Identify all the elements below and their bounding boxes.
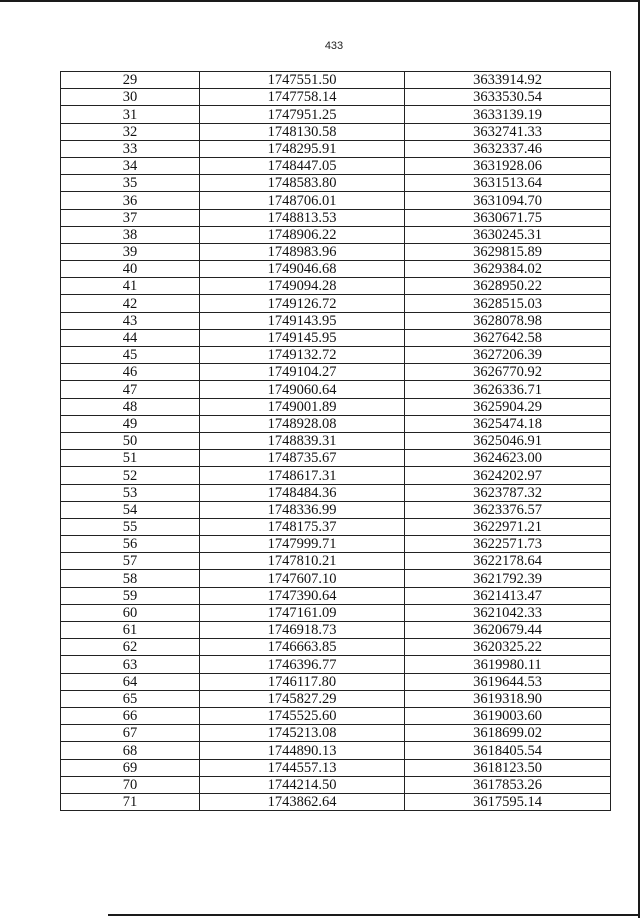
y-coordinate-cell: 3633914.92 <box>405 72 611 89</box>
table-row <box>61 89 611 106</box>
y-coordinate-cell: 3628078.98 <box>405 312 611 329</box>
table-row <box>61 759 611 776</box>
x-coordinate-cell: 1749060.64 <box>200 381 405 398</box>
y-coordinate-cell: 3621792.39 <box>405 570 611 587</box>
x-coordinate-cell: 1747999.71 <box>200 536 405 553</box>
point-number-cell: 59 <box>61 587 200 604</box>
point-number-cell: 67 <box>61 725 200 742</box>
table-row <box>61 450 611 467</box>
table-row <box>61 123 611 140</box>
table-row <box>61 793 611 810</box>
y-coordinate-cell: 3622178.64 <box>405 553 611 570</box>
x-coordinate-cell: 1745827.29 <box>200 690 405 707</box>
table-row <box>61 639 611 656</box>
table-row <box>61 312 611 329</box>
table-row <box>61 329 611 346</box>
x-coordinate-cell: 1747161.09 <box>200 604 405 621</box>
point-number-cell: 34 <box>61 157 200 174</box>
y-coordinate-cell: 3630245.31 <box>405 226 611 243</box>
point-number-cell: 44 <box>61 329 200 346</box>
table-row <box>61 707 611 724</box>
y-coordinate-cell: 3620679.44 <box>405 622 611 639</box>
table-row <box>61 690 611 707</box>
table-row <box>61 467 611 484</box>
table-row <box>61 432 611 449</box>
point-number-cell: 56 <box>61 536 200 553</box>
table-row <box>61 587 611 604</box>
y-coordinate-cell: 3619003.60 <box>405 707 611 724</box>
point-number-cell: 65 <box>61 690 200 707</box>
table-row <box>61 518 611 535</box>
table-row <box>61 243 611 260</box>
y-coordinate-cell: 3622971.21 <box>405 518 611 535</box>
scan-border-top <box>0 0 640 2</box>
table-row <box>61 226 611 243</box>
point-number-cell: 58 <box>61 570 200 587</box>
table-row <box>61 209 611 226</box>
table-row <box>61 140 611 157</box>
point-number-cell: 41 <box>61 278 200 295</box>
x-coordinate-cell: 1748336.99 <box>200 501 405 518</box>
point-number-cell: 40 <box>61 261 200 278</box>
x-coordinate-cell: 1748484.36 <box>200 484 405 501</box>
y-coordinate-cell: 3631513.64 <box>405 175 611 192</box>
x-coordinate-cell: 1749145.95 <box>200 329 405 346</box>
x-coordinate-cell: 1745525.60 <box>200 707 405 724</box>
x-coordinate-cell: 1748175.37 <box>200 518 405 535</box>
y-coordinate-cell: 3629384.02 <box>405 261 611 278</box>
table-row <box>61 278 611 295</box>
x-coordinate-cell: 1748983.96 <box>200 243 405 260</box>
y-coordinate-cell: 3630671.75 <box>405 209 611 226</box>
table-row <box>61 622 611 639</box>
point-number-cell: 53 <box>61 484 200 501</box>
y-coordinate-cell: 3624623.00 <box>405 450 611 467</box>
point-number-cell: 52 <box>61 467 200 484</box>
y-coordinate-cell: 3627206.39 <box>405 347 611 364</box>
point-number-cell: 30 <box>61 89 200 106</box>
point-number-cell: 48 <box>61 398 200 415</box>
point-number-cell: 61 <box>61 622 200 639</box>
x-coordinate-cell: 1748928.08 <box>200 415 405 432</box>
x-coordinate-cell: 1749001.89 <box>200 398 405 415</box>
x-coordinate-cell: 1749132.72 <box>200 347 405 364</box>
y-coordinate-cell: 3617595.14 <box>405 793 611 810</box>
x-coordinate-cell: 1746396.77 <box>200 656 405 673</box>
table-row <box>61 725 611 742</box>
y-coordinate-cell: 3618699.02 <box>405 725 611 742</box>
x-coordinate-cell: 1749104.27 <box>200 364 405 381</box>
x-coordinate-cell: 1748617.31 <box>200 467 405 484</box>
x-coordinate-cell: 1748295.91 <box>200 140 405 157</box>
point-number-cell: 70 <box>61 776 200 793</box>
x-coordinate-cell: 1749046.68 <box>200 261 405 278</box>
y-coordinate-cell: 3624202.97 <box>405 467 611 484</box>
table-row <box>61 364 611 381</box>
y-coordinate-cell: 3626770.92 <box>405 364 611 381</box>
table-row <box>61 415 611 432</box>
scan-border-bottom <box>108 914 640 916</box>
x-coordinate-cell: 1747758.14 <box>200 89 405 106</box>
table-row <box>61 501 611 518</box>
point-number-cell: 42 <box>61 295 200 312</box>
table-row <box>61 553 611 570</box>
y-coordinate-cell: 3619644.53 <box>405 673 611 690</box>
x-coordinate-cell: 1744890.13 <box>200 742 405 759</box>
table-row <box>61 347 611 364</box>
point-number-cell: 54 <box>61 501 200 518</box>
x-coordinate-cell: 1745213.08 <box>200 725 405 742</box>
point-number-cell: 32 <box>61 123 200 140</box>
x-coordinate-cell: 1747607.10 <box>200 570 405 587</box>
page-number: 433 <box>324 40 344 52</box>
x-coordinate-cell: 1744214.50 <box>200 776 405 793</box>
point-number-cell: 38 <box>61 226 200 243</box>
y-coordinate-cell: 3621413.47 <box>405 587 611 604</box>
table-row <box>61 570 611 587</box>
y-coordinate-cell: 3633530.54 <box>405 89 611 106</box>
point-number-cell: 71 <box>61 793 200 810</box>
x-coordinate-cell: 1746663.85 <box>200 639 405 656</box>
point-number-cell: 60 <box>61 604 200 621</box>
y-coordinate-cell: 3628515.03 <box>405 295 611 312</box>
x-coordinate-cell: 1748735.67 <box>200 450 405 467</box>
point-number-cell: 45 <box>61 347 200 364</box>
x-coordinate-cell: 1744557.13 <box>200 759 405 776</box>
table-row <box>61 72 611 89</box>
point-number-cell: 68 <box>61 742 200 759</box>
point-number-cell: 62 <box>61 639 200 656</box>
x-coordinate-cell: 1747390.64 <box>200 587 405 604</box>
table-row <box>61 742 611 759</box>
x-coordinate-cell: 1747551.50 <box>200 72 405 89</box>
table-row <box>61 536 611 553</box>
y-coordinate-cell: 3617853.26 <box>405 776 611 793</box>
table-row <box>61 106 611 123</box>
point-number-cell: 33 <box>61 140 200 157</box>
x-coordinate-cell: 1748813.53 <box>200 209 405 226</box>
y-coordinate-cell: 3627642.58 <box>405 329 611 346</box>
x-coordinate-cell: 1748839.31 <box>200 432 405 449</box>
point-number-cell: 43 <box>61 312 200 329</box>
point-number-cell: 35 <box>61 175 200 192</box>
x-coordinate-cell: 1746117.80 <box>200 673 405 690</box>
table-row <box>61 656 611 673</box>
point-number-cell: 39 <box>61 243 200 260</box>
y-coordinate-cell: 3628950.22 <box>405 278 611 295</box>
table-row <box>61 673 611 690</box>
point-number-cell: 36 <box>61 192 200 209</box>
point-number-cell: 37 <box>61 209 200 226</box>
x-coordinate-cell: 1748583.80 <box>200 175 405 192</box>
x-coordinate-cell: 1748906.22 <box>200 226 405 243</box>
table-row <box>61 776 611 793</box>
point-number-cell: 55 <box>61 518 200 535</box>
table-row <box>61 604 611 621</box>
table-row <box>61 261 611 278</box>
y-coordinate-cell: 3619318.90 <box>405 690 611 707</box>
y-coordinate-cell: 3621042.33 <box>405 604 611 621</box>
table-row <box>61 192 611 209</box>
x-coordinate-cell: 1747951.25 <box>200 106 405 123</box>
y-coordinate-cell: 3622571.73 <box>405 536 611 553</box>
y-coordinate-cell: 3625046.91 <box>405 432 611 449</box>
point-number-cell: 50 <box>61 432 200 449</box>
x-coordinate-cell: 1747810.21 <box>200 553 405 570</box>
x-coordinate-cell: 1748706.01 <box>200 192 405 209</box>
y-coordinate-cell: 3618405.54 <box>405 742 611 759</box>
x-coordinate-cell: 1749143.95 <box>200 312 405 329</box>
y-coordinate-cell: 3632741.33 <box>405 123 611 140</box>
coordinates-table-body <box>61 72 611 811</box>
x-coordinate-cell: 1746918.73 <box>200 622 405 639</box>
point-number-cell: 57 <box>61 553 200 570</box>
x-coordinate-cell: 1749094.28 <box>200 278 405 295</box>
table-row <box>61 398 611 415</box>
point-number-cell: 47 <box>61 381 200 398</box>
table-row <box>61 381 611 398</box>
point-number-cell: 49 <box>61 415 200 432</box>
y-coordinate-cell: 3620325.22 <box>405 639 611 656</box>
y-coordinate-cell: 3623787.32 <box>405 484 611 501</box>
point-number-cell: 51 <box>61 450 200 467</box>
point-number-cell: 66 <box>61 707 200 724</box>
y-coordinate-cell: 3618123.50 <box>405 759 611 776</box>
y-coordinate-cell: 3631928.06 <box>405 157 611 174</box>
y-coordinate-cell: 3625904.29 <box>405 398 611 415</box>
x-coordinate-cell: 1743862.64 <box>200 793 405 810</box>
y-coordinate-cell: 3625474.18 <box>405 415 611 432</box>
point-number-cell: 63 <box>61 656 200 673</box>
point-number-cell: 69 <box>61 759 200 776</box>
table-row <box>61 175 611 192</box>
y-coordinate-cell: 3623376.57 <box>405 501 611 518</box>
table-row <box>61 295 611 312</box>
point-number-cell: 31 <box>61 106 200 123</box>
table-row <box>61 484 611 501</box>
y-coordinate-cell: 3626336.71 <box>405 381 611 398</box>
y-coordinate-cell: 3631094.70 <box>405 192 611 209</box>
y-coordinate-cell: 3633139.19 <box>405 106 611 123</box>
y-coordinate-cell: 3629815.89 <box>405 243 611 260</box>
point-number-cell: 46 <box>61 364 200 381</box>
table-row <box>61 157 611 174</box>
y-coordinate-cell: 3632337.46 <box>405 140 611 157</box>
x-coordinate-cell: 1748130.58 <box>200 123 405 140</box>
point-number-cell: 64 <box>61 673 200 690</box>
y-coordinate-cell: 3619980.11 <box>405 656 611 673</box>
coordinates-table <box>60 71 611 811</box>
x-coordinate-cell: 1749126.72 <box>200 295 405 312</box>
x-coordinate-cell: 1748447.05 <box>200 157 405 174</box>
point-number-cell: 29 <box>61 72 200 89</box>
